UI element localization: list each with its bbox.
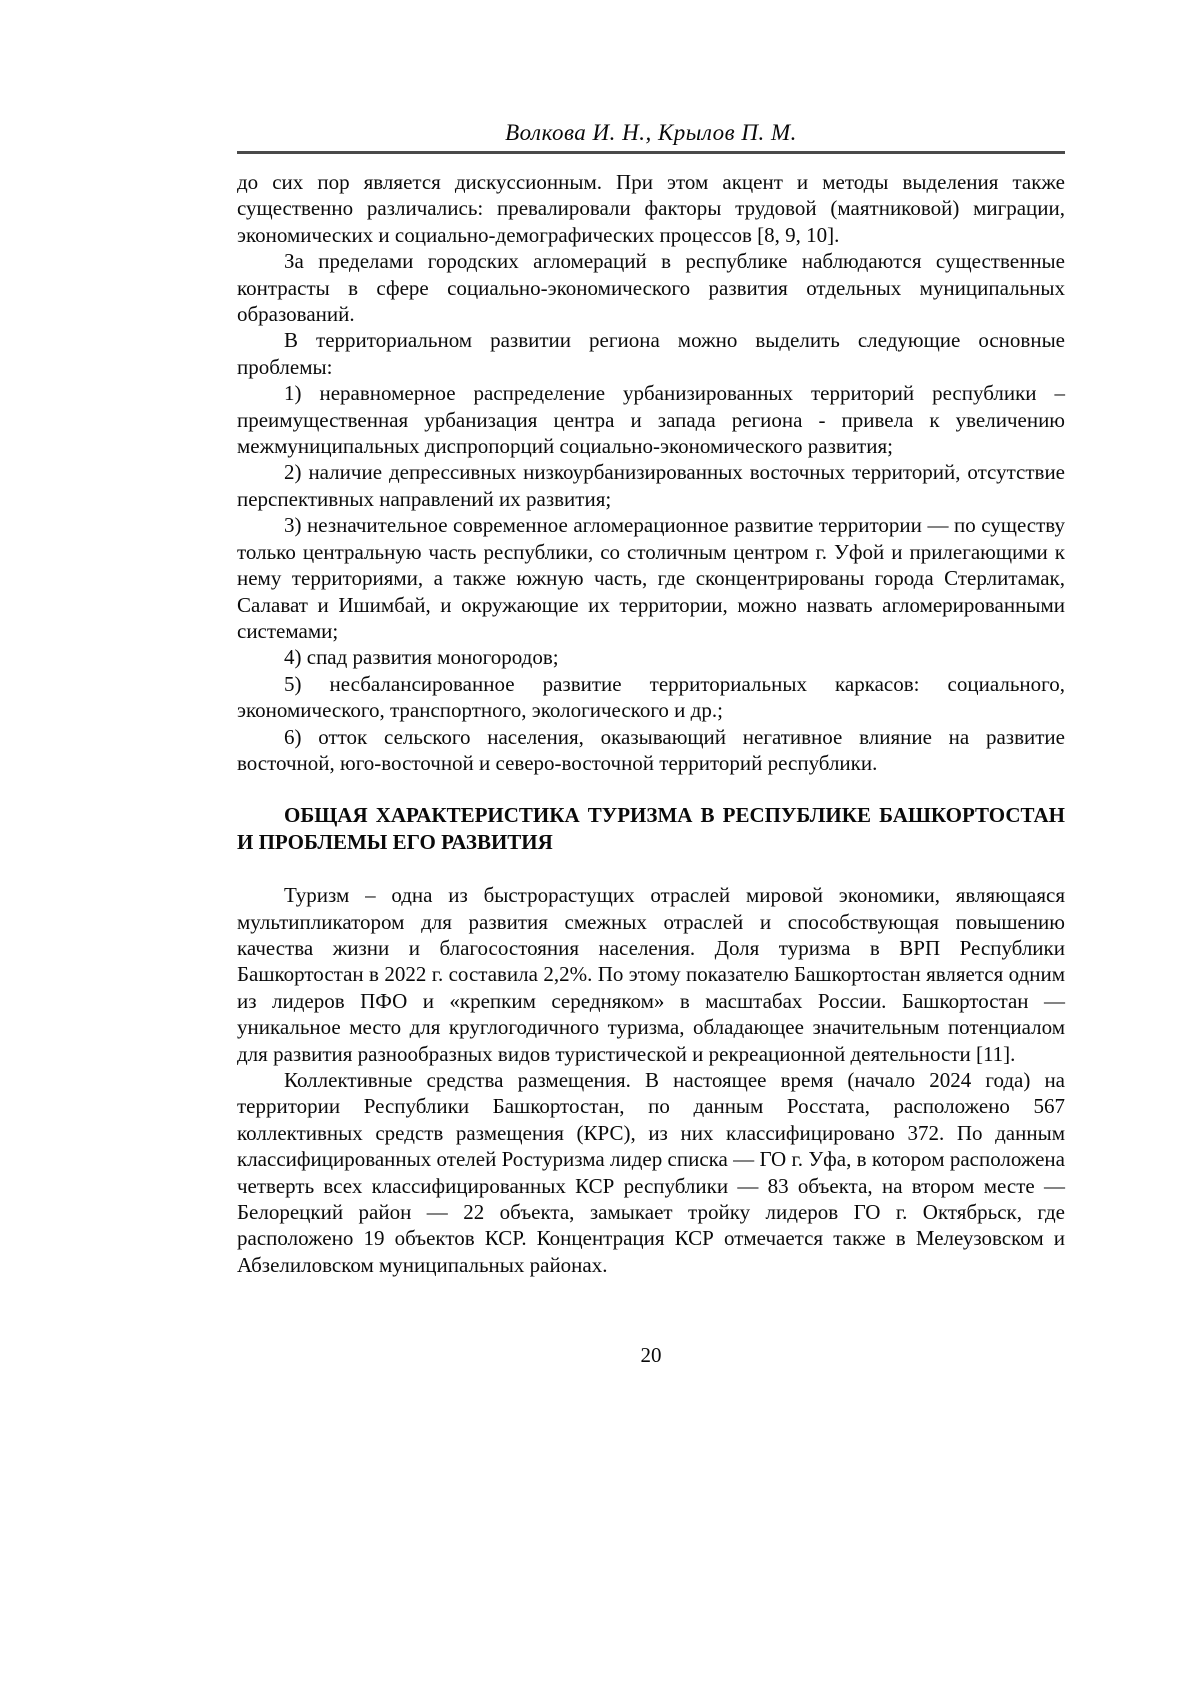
list-item-5: 5) несбалансированное развитие территориальных каркасов: социального, экономического, транспортного, экологического и др.; xyxy=(237,671,1065,723)
list-item-4: 4) спад развития моногородов; xyxy=(284,645,559,670)
list-item-6: 6) отток сельского населения, оказывающий негативное влияние на развитие восточной, юго-восточной и северо-восточной территорий республики. xyxy=(237,724,1065,775)
header-rule xyxy=(237,151,1065,154)
list-item-3: 3) незначительное современное агломерационное развитие территории — по существу только центральную часть республики, со столичным центром г. Уфой и прилегающими к нему территориями, а также южную часть, где сконцентрированы города Стерлитамак, Салават и Ишимбай, и окружающие их территории, можно назвать агломерированными системами; xyxy=(237,513,1065,643)
paragraph-accommodation-facilities: Коллективные средства размещения. В настоящее время (начало 2024 года) на территории Республики Башкортостан, по данным Росстата, расположено 567 коллективных средств размещения (КРС), из них классифицировано 372. По данным классифицированных отелей Ростуризма лидер списка — ГО г. Уфа, в котором расположена четверть всех классифицированных КСР республики — 83 объекта, на втором месте — Белорецкий район — 22 объекта, замыкает тройку лидеров ГО г. Октябрьск, где расположено 19 объектов КСР. Концентрация КСР отмечается также в Мелеузовском и Абзелиловском муниципальных районах. xyxy=(237,1068,1065,1277)
section-heading: ОБЩАЯ ХАРАКТЕРИСТИКА ТУРИЗМА В РЕСПУБЛИКЕ БАШКОРТОСТАН И ПРОБЛЕМЫ ЕГО РАЗВИТИЯ xyxy=(237,803,1065,854)
page-number: 20 xyxy=(640,1343,662,1367)
paragraph: В территориальном развитии региона можно выделить следующие основные проблемы: xyxy=(237,328,1065,379)
paragraph-continuation: до сих пор является дискуссионным. При этом акцент и методы выделения также существенно различались: превалировали факторы трудовой (маятниковой) миграции, экономических и социально-демографических процессов [8, 9, 10]. xyxy=(237,170,1065,247)
article-body xyxy=(237,169,1065,1278)
running-header xyxy=(237,120,1065,154)
list-item-1: 1) неравномерное распределение урбанизированных территорий республики – преимущественная урбанизация центра и запада региона - привела к увеличению межмуниципальных диспропорций социально-экономического развития; xyxy=(237,381,1065,459)
paragraph-tourism-overview: Туризм – одна из быстрорастущих отраслей мировой экономики, являющаяся мультипликатором для развития смежных отраслей и способствующая повышению качества жизни и благосостояния населения. Доля туризма в ВРП Республики Башкортостан в 2022 г. составила 2,2%. По этому показателю Башкортостан является одним из лидеров ПФО и «крепким середняком» в масштабах России. Башкортостан — уникальное место для круглогодичного туризма, обладающее значительным потенциалом для развития разнообразных видов туристической и рекреационной деятельности [11]. xyxy=(237,883,1065,1066)
running-header-authors: Волкова И. Н., Крылов П. М. xyxy=(505,120,797,145)
paragraph: За пределами городских агломераций в республике наблюдаются существенные контрасты в сфере социально-экономического развития отдельных муниципальных образований. xyxy=(237,249,1065,327)
list-item-2: 2) наличие депрессивных низкоурбанизированных восточных территорий, отсутствие перспективных направлений их развития; xyxy=(237,460,1065,511)
